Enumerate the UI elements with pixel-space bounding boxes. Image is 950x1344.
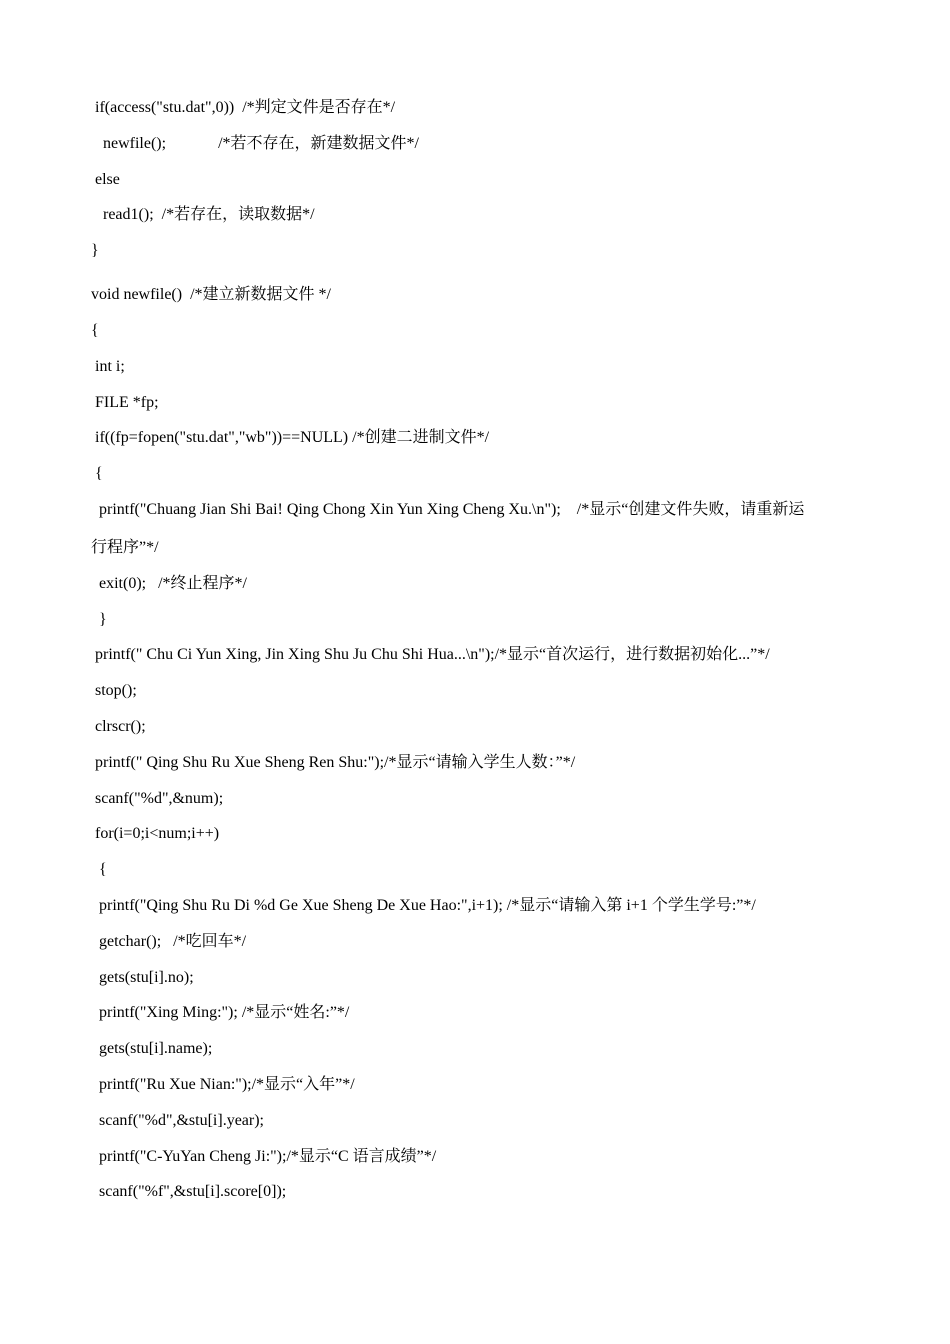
- code-line: newfile(); /*若不存在，新建数据文件*/: [91, 134, 419, 152]
- code-line: printf("Chuang Jian Shi Bai! Qing Chong Xin Yun Xing Cheng Xu.\n"); /*显示“创建文件失败，请重新运: [91, 500, 805, 518]
- code-line: exit(0); /*终止程序*/: [91, 574, 247, 592]
- code-line: {: [91, 861, 107, 879]
- code-line: printf("Ru Xue Nian:");/*显示“入年”*/: [91, 1075, 355, 1093]
- code-line: gets(stu[i].name);: [91, 1040, 213, 1058]
- code-line: printf("Qing Shu Ru Di %d Ge Xue Sheng De Xue Hao:",i+1); /*显示“请输入第 i+1 个学生学号:”*/: [91, 896, 756, 914]
- code-line: {: [91, 465, 103, 483]
- code-line: {: [91, 321, 99, 339]
- code-line: else: [91, 170, 120, 188]
- code-line: printf("Xing Ming:"); /*显示“姓名:”*/: [91, 1004, 350, 1022]
- code-line: scanf("%d",&num);: [91, 789, 224, 807]
- code-listing: [91, 98, 881, 1218]
- code-line: scanf("%d",&stu[i].year);: [91, 1111, 264, 1129]
- code-line: getchar(); /*吃回车*/: [91, 932, 247, 950]
- code-line: int i;: [91, 357, 125, 375]
- code-line: void newfile() /*建立新数据文件 */: [91, 286, 331, 304]
- code-line: 行程序”*/: [91, 538, 159, 556]
- code-line: }: [91, 610, 107, 628]
- code-line: FILE *fp;: [91, 393, 159, 411]
- code-line: printf(" Qing Shu Ru Xue Sheng Ren Shu:");/*显示“请输入学生人数：”*/: [91, 753, 576, 771]
- code-line: gets(stu[i].no);: [91, 968, 194, 986]
- code-line: if((fp=fopen("stu.dat","wb"))==NULL) /*创建二进制文件*/: [91, 429, 490, 447]
- code-line: printf("C-YuYan Cheng Ji:");/*显示“C 语言成绩”*/: [91, 1147, 437, 1165]
- code-line: stop();: [91, 682, 137, 700]
- code-line: }: [91, 242, 99, 260]
- code-line: if(access("stu.dat",0)) /*判定文件是否存在*/: [91, 99, 396, 116]
- code-line: scanf("%f",&stu[i].score[0]);: [91, 1183, 287, 1201]
- code-line: for(i=0;i<num;i++): [91, 825, 220, 843]
- code-line: clrscr();: [91, 717, 146, 735]
- code-line: read1(); /*若存在，读取数据*/: [91, 206, 315, 224]
- code-line: printf(" Chu Ci Yun Xing, Jin Xing Shu Ju Chu Shi Hua...\n");/*显示“首次运行，进行数据初始化...”*/: [91, 646, 770, 664]
